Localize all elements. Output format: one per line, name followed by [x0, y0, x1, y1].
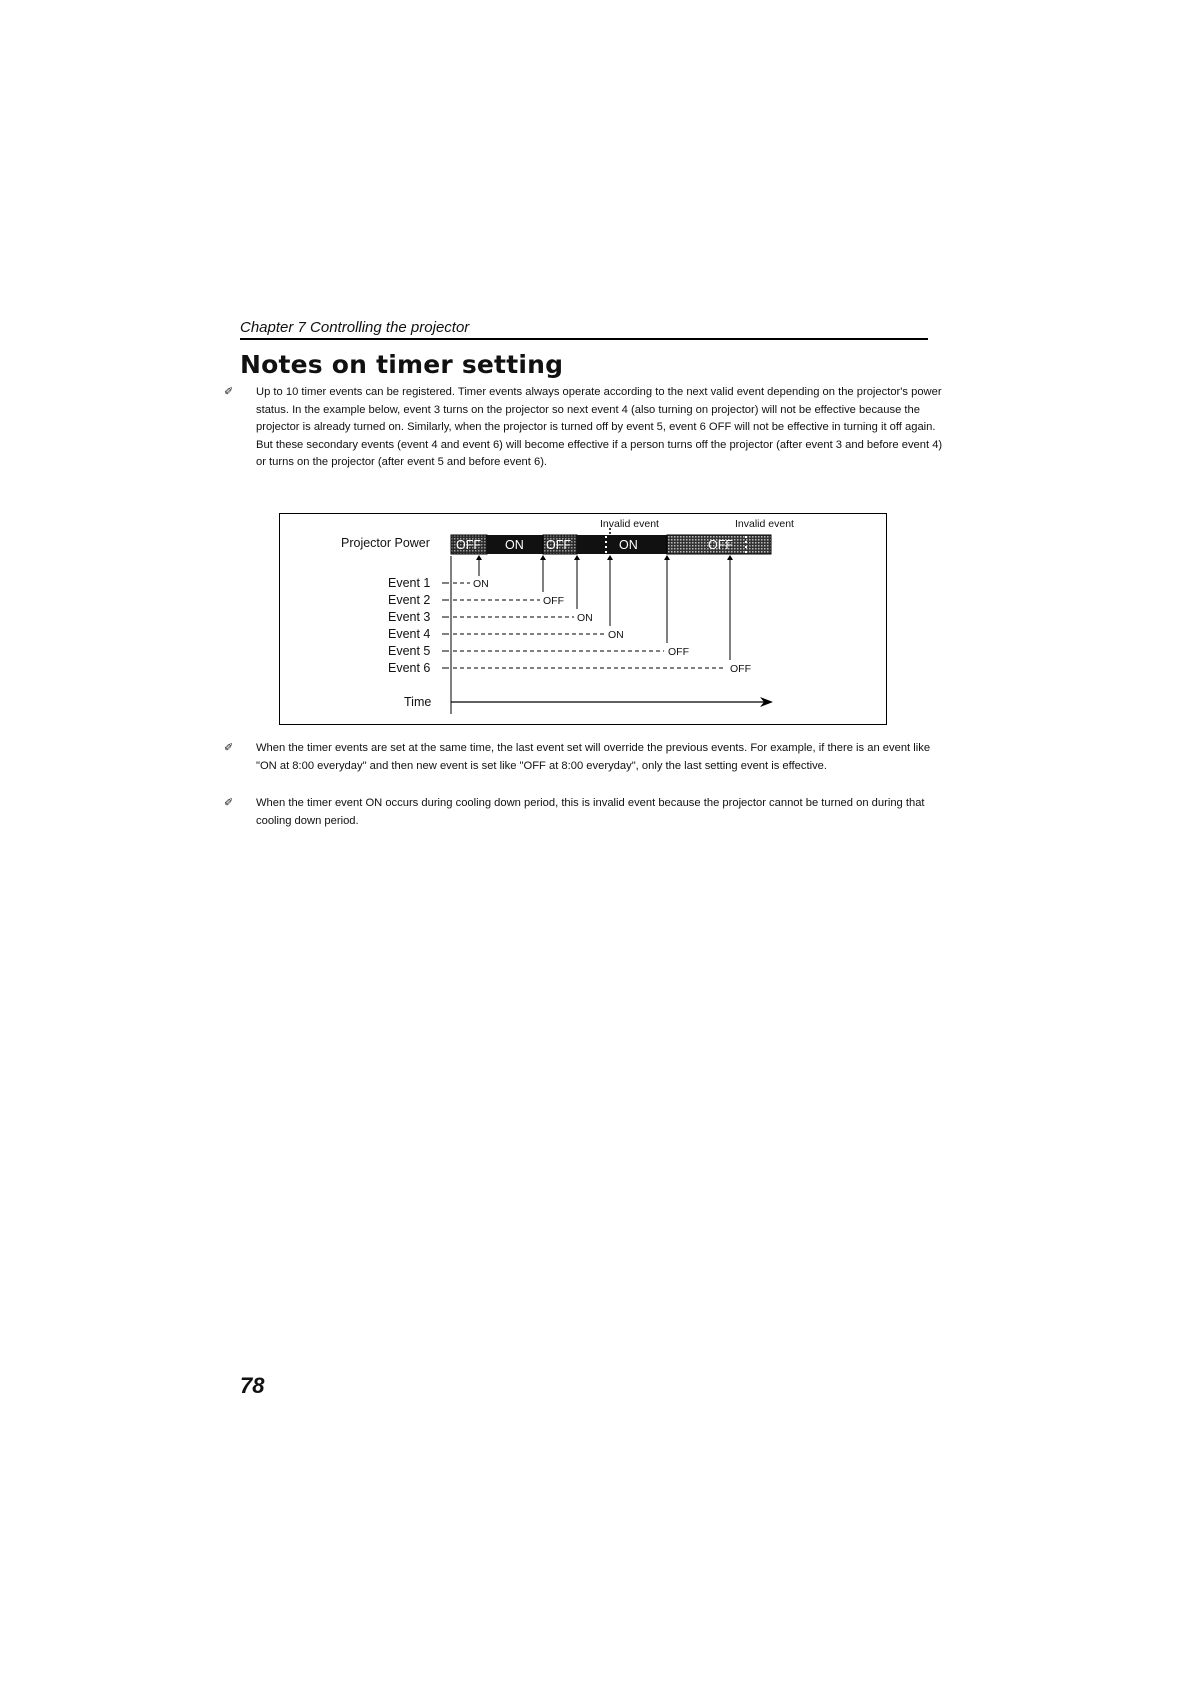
event-5-arrowhead [664, 555, 670, 560]
event-1-action: ON [473, 578, 489, 590]
event-row-5 [388, 555, 689, 658]
event-6-arrowhead [727, 555, 733, 560]
power-state-on-1: ON [505, 538, 524, 552]
power-state-off-3: OFF [708, 538, 733, 552]
note-paragraph-2 [224, 740, 944, 775]
note-text-3: When the timer event ON occurs during cooling down period, this is invalid event because the projector cannot be turned on during that cooling down period. [256, 797, 925, 827]
header-rule [240, 338, 928, 340]
note-paragraph-3 [224, 795, 944, 830]
note-pencil-icon: ✐ [224, 742, 234, 754]
power-state-off-2: OFF [546, 538, 571, 552]
event-6-label: Event 6 [388, 661, 431, 675]
page-number: 78 [240, 1373, 265, 1398]
event-2-label: Event 2 [388, 593, 431, 607]
event-4-action: ON [608, 629, 624, 641]
event-2-action: OFF [543, 595, 564, 607]
projector-power-label: Projector Power [341, 536, 430, 550]
event-1-arrowhead [476, 555, 482, 560]
invalid-event-label-1: Invalid event [600, 518, 659, 530]
power-state-on-2: ON [619, 538, 638, 552]
timer-event-diagram [279, 513, 887, 725]
event-3-arrowhead [574, 555, 580, 560]
event-5-label: Event 5 [388, 644, 431, 658]
timer-diagram-svg [280, 514, 888, 726]
event-3-action: ON [577, 612, 593, 624]
note-pencil-icon: ✐ [224, 797, 234, 809]
event-5-action: OFF [668, 646, 689, 658]
event-row-6 [388, 555, 751, 675]
event-4-arrowhead [607, 555, 613, 560]
event-2-arrowhead [540, 555, 546, 560]
event-6-action: OFF [730, 663, 751, 675]
time-axis-label: Time [404, 695, 432, 709]
event-row-1 [388, 555, 489, 590]
chapter-header: Chapter 7 Controlling the projector [240, 319, 470, 336]
note-text-1: Up to 10 timer events can be registered. Timer events always operate according to the next valid event depending on the projector's power status. In the example below, event 3 turns on the projector so next event 4 (also turning on projector) will not be effective because the projector is already turned on. Similarly, when the projector is turned off by event 5, event 6 OFF will not be effective in turning it off again. But these secondary events (event 4 and event 6) will become effective if a person turns off the projector (after event 3 and before event 4) or turns on the projector (after event 5 and before event 6). [256, 386, 943, 469]
note-paragraph-1 [224, 384, 944, 472]
section-title: Notes on timer setting [240, 350, 564, 379]
power-state-off-1: OFF [456, 538, 481, 552]
note-text-2: When the timer events are set at the same time, the last event set will override the previous events. For example, if there is an event like "ON at 8:00 everyday" and then new event is set like "OFF at 8:00 everyday", only the last setting event is effective. [256, 742, 931, 772]
invalid-event-label-2: Invalid event [735, 518, 794, 530]
note-pencil-icon: ✐ [224, 386, 234, 398]
event-4-label: Event 4 [388, 627, 431, 641]
event-3-label: Event 3 [388, 610, 431, 624]
event-1-label: Event 1 [388, 576, 431, 590]
